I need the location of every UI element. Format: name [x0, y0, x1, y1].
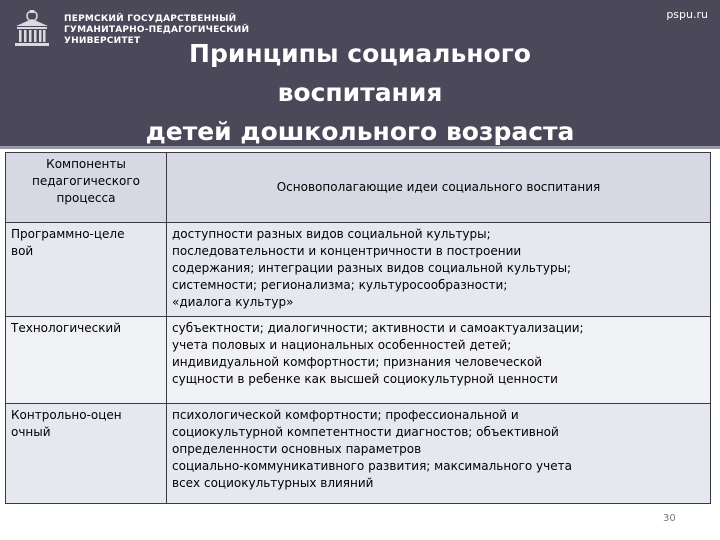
university-name-line: ПЕРМСКИЙ ГОСУДАРСТВЕННЫЙ [64, 14, 237, 24]
ideas-line: доступности разных видов социальной культуры; [172, 227, 491, 241]
component-line: вой [11, 244, 34, 258]
ideas-line: всех социокультурных влияний [172, 476, 374, 490]
university-name-line: ГУМАНИТАРНО-ПЕДАГОГИЧЕСКИЙ [64, 25, 250, 35]
component-cell [6, 223, 167, 317]
component-cell [6, 404, 167, 504]
ideas-cell [167, 317, 711, 404]
table-row [6, 404, 711, 504]
university-name-line: УНИВЕРСИТЕТ [64, 36, 141, 46]
ideas-cell [167, 404, 711, 504]
slide-title-line: воспитания [277, 78, 443, 107]
ideas-line: социально-коммуникативного развития; максимального учета [172, 459, 572, 473]
component-line: Программно-целе [11, 227, 125, 241]
component-line: очный [11, 425, 51, 439]
component-cell [6, 317, 167, 404]
page-number: 30 [663, 513, 676, 524]
component-line: Контрольно-оцен [11, 408, 122, 422]
slide-title [0, 34, 720, 151]
table-row [6, 223, 711, 317]
header-divider [0, 146, 720, 149]
ideas-line: «диалога культур» [172, 295, 294, 309]
table-header-row [6, 153, 711, 223]
ideas-line: психологической комфортности; профессиональной и [172, 408, 519, 422]
ideas-line: учета половых и национальных особенностей детей; [172, 338, 512, 352]
header-cell-components [6, 153, 167, 223]
site-url[interactable]: pspu.ru [666, 8, 708, 21]
table-row [6, 317, 711, 404]
ideas-line: системности; регионализма; культуросообразности; [172, 278, 508, 292]
ideas-cell [167, 223, 711, 317]
header-cell-ideas: Основополагающие идеи социального воспитания [167, 153, 711, 223]
header-cell-line: процесса [56, 191, 116, 205]
ideas-line: содержания; интеграции разных видов социальной культуры; [172, 261, 572, 275]
slide-title-line: детей дошкольного возраста [145, 117, 575, 146]
principles-table [5, 152, 710, 504]
ideas-line: определенности основных параметров [172, 442, 422, 456]
ideas-line: социокультурной компетентности диагностов; объективной [172, 425, 559, 439]
slide-header [0, 0, 720, 146]
component-line: Технологический [11, 321, 122, 335]
ideas-line: последовательности и концентричности в построении [172, 244, 522, 258]
header-cell-line: Компоненты [46, 157, 126, 171]
ideas-line: индивидуальной комфортности; признания человеческой [172, 355, 543, 369]
header-cell-line: педагогического [32, 174, 140, 188]
ideas-line: сущности в ребенке как высшей социокультурной ценности [172, 372, 558, 386]
ideas-line: субъектности; диалогичности; активности и самоактуализации; [172, 321, 584, 335]
slide-title-line: Принципы социального [189, 39, 531, 68]
